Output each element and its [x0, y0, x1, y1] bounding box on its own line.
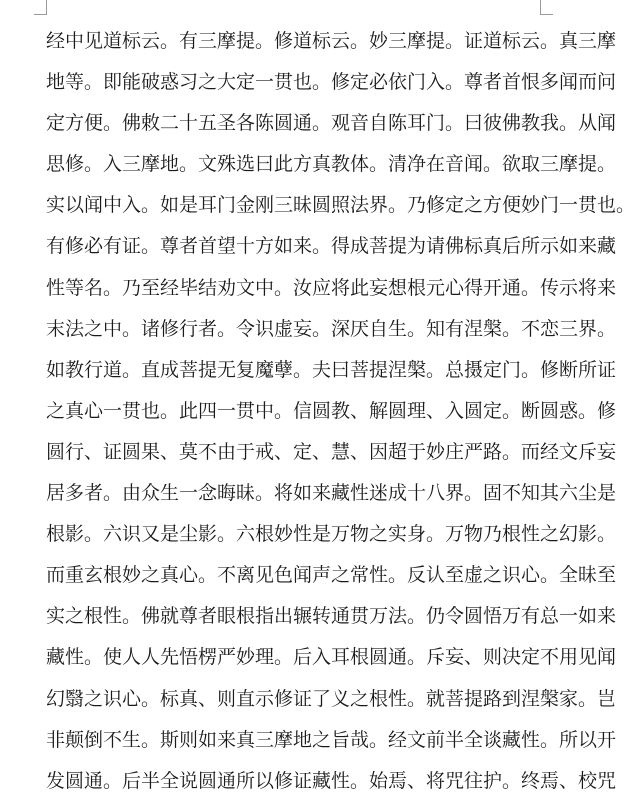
- text-line: 居多者。由众生一念晦昧。将如来藏性迷成十八界。固不知其六尘是: [46, 482, 617, 505]
- text-line: 根影。六识又是尘影。六根妙性是万物之实身。万物乃根性之幻影。: [46, 523, 617, 546]
- text-line: 之真心一贯也。此四一贯中。信圆教、解圆理、入圆定。断圆惑。修: [46, 399, 617, 422]
- text-line: 有修必有证。尊者首望十方如来。得成菩提为请佛标真后所示如来藏: [46, 235, 617, 258]
- text-line: 而重玄根妙之真心。不离见色闻声之常性。反认至虚之识心。全昧至: [46, 564, 617, 587]
- text-line: 非颠倒不生。斯则如来真三摩地之旨哉。经文前半全谈藏性。所以开: [46, 728, 617, 751]
- text-line: 性等名。乃至经毕结劝文中。汝应将此妄想根元心得开通。传示将来: [46, 276, 617, 299]
- text-line: 实之根性。佛就尊者眼根指出辗转通贯万法。仍令圆悟万有总一如来: [46, 605, 617, 628]
- document-body: [46, 21, 635, 802]
- text-line: 地等。即能破惑习之大定一贯也。修定必依门入。尊者首恨多闻而问: [46, 71, 617, 94]
- text-line: 藏性。使人人先悟楞严妙理。后入耳根圆通。斥妄、则决定不用见闻: [46, 646, 617, 669]
- text-line: 经中见道标云。有三摩提。修道标云。妙三摩提。证道标云。真三摩: [46, 30, 617, 52]
- text-line: 发圆通。后半全说圆通所以修证藏性。始焉、将咒往护。终焉、校咒: [46, 769, 617, 792]
- text-line: 实以闻中入。如是耳门金刚三昧圆照法界。乃修定之方便妙门一贯也。: [46, 194, 635, 217]
- text-line: 末法之中。诸修行者。令识虚妄。深厌自生。知有涅槃。不恋三界。: [46, 317, 617, 340]
- text-line: 思修。入三摩地。文殊选曰此方真教体。清净在音闻。欲取三摩提。: [46, 153, 617, 176]
- text-line: 定方便。佛敕二十五圣各陈圆通。观音自陈耳门。曰彼佛教我。从闻: [46, 112, 617, 135]
- page-margin-corner-left: [34, 0, 47, 15]
- text-line: 幻翳之识心。标真、则直示修证了义之根性。就菩提路到涅槃家。岂: [46, 687, 617, 710]
- page-margin-corner-right: [540, 0, 553, 15]
- text-line: 圆行、证圆果、莫不由于戒、定、慧、因超于妙庄严路。而经文斥妄: [46, 440, 617, 463]
- text-line: 如教行道。直成菩提无复魔孽。夫曰菩提涅槃。总摄定门。修断所证: [46, 358, 617, 381]
